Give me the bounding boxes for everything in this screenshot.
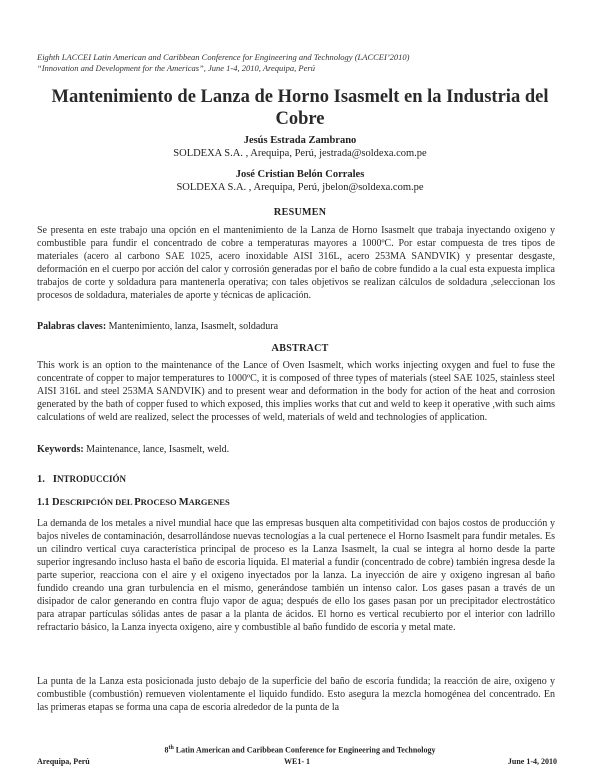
author-block-2 xyxy=(40,168,560,194)
paper-title: Mantenimiento de Lanza de Horno Isasmelt en la Industria del Cobre xyxy=(51,87,549,129)
author-name: Jesús Estrada Zambrano xyxy=(243,135,357,146)
author-affiliation: SOLDEXA S.A. , Arequipa, Perú, jestrada@soldexa.com.pe xyxy=(173,148,427,159)
keywords-value: Maintenance, lance, Isasmelt, weld. xyxy=(83,444,230,455)
resumen-heading: RESUMEN xyxy=(273,207,327,218)
author-affiliation: SOLDEXA S.A. , Arequipa, Perú, jbelon@soldexa.com.pe xyxy=(176,182,424,193)
keywords-label: Keywords: xyxy=(37,444,84,455)
section-heading-introduccion: 1. INTRODUCCIÓN xyxy=(37,473,127,485)
footer-conference: 8th Latin American and Caribbean Conference for Engineering and Technology xyxy=(164,745,436,755)
running-header xyxy=(37,52,557,74)
resumen-body: Se presenta en este trabajo una opción en el mantenimiento de la Lanza de Horno Isasmelt que trabaja inyectando oxigeno y combustible para fundir el concentrado de cobre a temperaturas mayores a 1000ºC. Por estar compuesta de tres tipos de materiales (acero al carbono SAE 1025, acero inoxidable AISI 316L, acero 253MA SANDVIK) y presentar desgaste, deformación en el cuerpo por acción del calor y corrosión generadas por el baño de cobre fundido a la cual esta expuesta implica trabajos de corte y soldadura para mantenerla operativa; con tales objetivos se realizan cálculos de soldadura ,seleccionan los procesos de soldadura, materiales de aporte y técnicas de aplicación. xyxy=(37,225,555,301)
author-name: José Cristian Belón Corrales xyxy=(235,169,365,180)
author-block-1 xyxy=(40,134,560,160)
palabras-claves-value: Mantenimiento, lanza, Isasmelt, soldadura xyxy=(106,321,279,332)
footer-location: Arequipa, Perú xyxy=(37,757,90,766)
subsection-heading-descripcion: 1.1 DESCRIPCIÓN DEL PROCESO MARGENES xyxy=(37,497,230,508)
abstract-heading: ABSTRACT xyxy=(271,343,329,354)
body-paragraph-1: La demanda de los metales a nivel mundial hace que las empresas busquen alta competitividad con bajos costos de producción y bajos niveles de contaminación, desarrollándose nuevas tecnologías a la cual pertenece el Horno Isasmelt para fundir metales. Es un cilindro vertical cuya característica principal de proceso es la Lanza Isasmelt, la cual se integra al horno desde la parte superior ingresando incluso hasta el baño de escoria liquida. El material a fundir (concentrado de cobre) también ingresa desde la parte superior, reacciona con el aire y el oxigeno inyectados por la lanza. La inyección de aire y oxigeno ingresan al baño fundido creando una gran turbulencia en el mismo, generándose también un intenso calor. Los gases pasan a través de un disipador de calor generando en contra flujo vapor de agua; después de ello los gases pasan por un precipitador electrostático para atrapar partículas sólidas antes de pasar a la planta de ácidos. El horno es vertical recubierto por el interior con ladrillo refractario básico, la Lanza inyecta oxigeno, aire y combustible al baño fundido de escoria y metal mate. xyxy=(37,518,555,633)
palabras-claves-label: Palabras claves: xyxy=(37,321,107,332)
footer-page-number: WE1- 1 xyxy=(284,757,310,766)
header-conference-line: Eighth LACCEI Latin American and Caribbean Conference for Engineering and Technology (LACCEI’2010) xyxy=(37,52,410,62)
keywords xyxy=(37,443,555,456)
body-paragraph-2: La punta de la Lanza esta posicionada justo debajo de la superficie del baño de escoria fundida; la reacción de aire, oxigeno y combustible (combustión) remueven violentamente el liquido fundido. Esto asegura la mezcla homogénea del concentrado. En las primeras etapas se forma una capa de escoria alrededor de la punta de la xyxy=(37,676,555,713)
abstract-body: This work is an option to the maintenance of the Lance of Oven Isasmelt, which works injecting oxygen and fuel to fuse the concentrate of copper to major temperatures to 1000ºC, it is composed of three types of materials (steel SAE 1025, stainless steel AISI 316L and steel 253MA SANDVIK) and to present wear and deformation in the body for action of the heat and corrosion generated by the bath of copper fused to which exposed, this implies works that cut and weld to keep it operative ,with such aims calculations of weld are realized, select the processes of weld, materials of weld and technologies of application. xyxy=(37,360,555,423)
footer-date: June 1-4, 2010 xyxy=(507,757,557,766)
palabras-claves xyxy=(37,320,555,333)
header-theme-line: “Innovation and Development for the Americas”, June 1-4, 2010, Arequipa, Perú xyxy=(37,63,315,73)
